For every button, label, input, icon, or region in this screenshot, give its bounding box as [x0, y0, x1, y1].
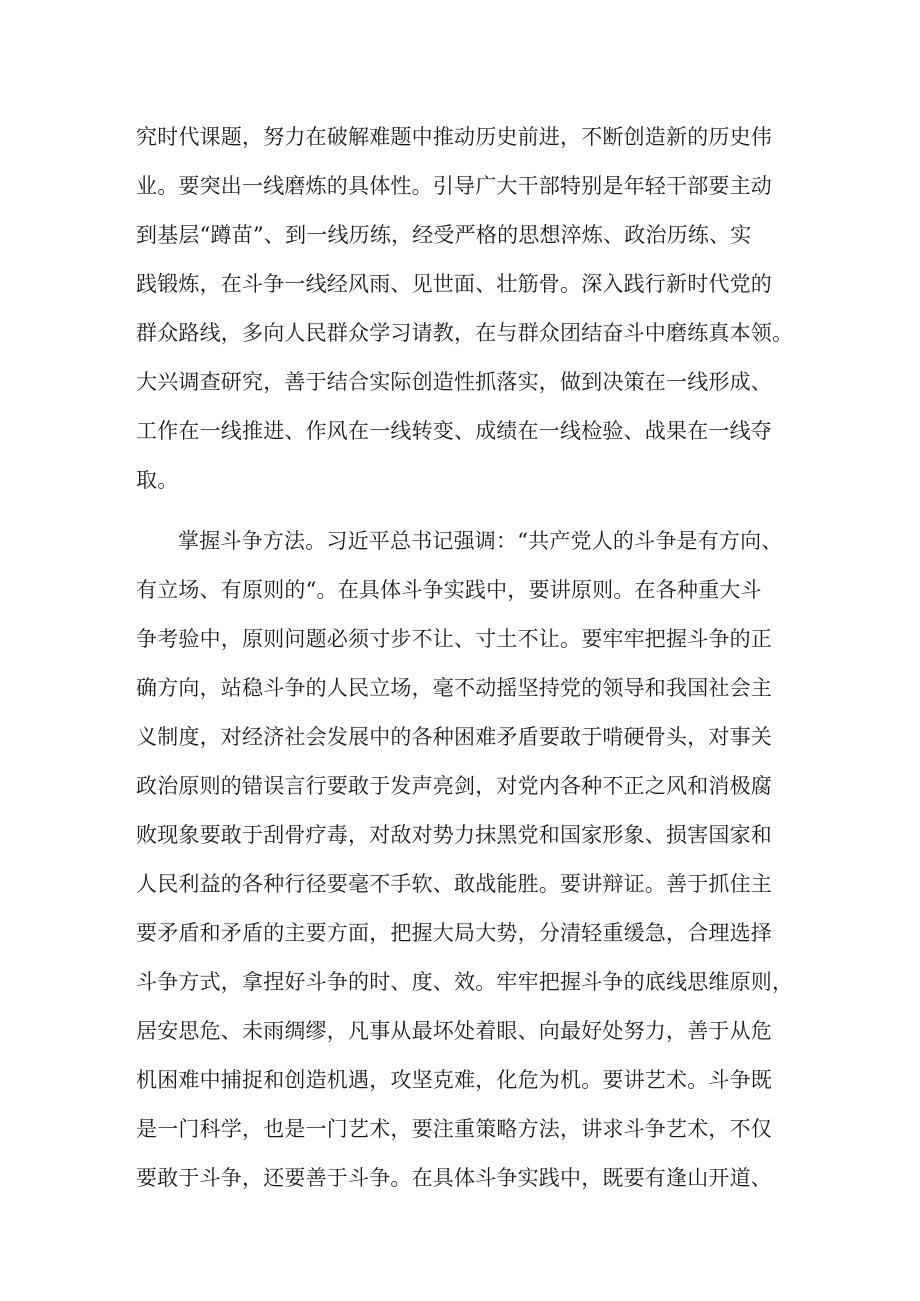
text-line: 确方向，站稳斗争的人民立场，毫不动摇坚持党的领导和我国社会主: [136, 676, 772, 700]
text-line: 政治原则的错误言行要敢于发声亮剑，对党内各种不正之风和消极腐: [136, 774, 772, 798]
text-line: 群众路线，多向人民群众学习请教，在与群众团结奋斗中磨练真本领。: [136, 321, 794, 345]
text-line: 取。: [136, 468, 179, 492]
text-line: 践锻炼，在斗争一线经风雨、见世面、壮筋骨。深入践行新时代党的: [136, 272, 772, 296]
text-line: 要敢于斗争，还要善于斗争。在具体斗争实践中，既要有逢山开道、: [136, 1166, 772, 1190]
text-line: 机困难中捕捉和创造机遇，攻坚克难，化危为机。要讲艺术。斗争既: [136, 1068, 772, 1092]
text-line: 是一门科学，也是一门艺术，要注重策略方法，讲求斗争艺术，不仅: [136, 1117, 772, 1141]
text-line: 大兴调查研究，善于结合实际创造性抓落实，做到决策在一线形成、: [136, 370, 772, 394]
text-line: 斗争方式，拿捏好斗争的时、度、效。牢牢把握斗争的底线思维原则，: [136, 970, 794, 994]
text-line: 到基层“蹲苗”、到一线历练，经受严格的思想淬炼、政治历练、实: [136, 223, 752, 247]
text-line: 人民利益的各种行径要毫不手软、敢战能胜。要讲辩证。善于抓住主: [136, 872, 772, 896]
text-line: 究时代课题，努力在破解难题中推动历史前进，不断创造新的历史伟: [136, 125, 772, 149]
text-line: 有立场、有原则的“。在具体斗争实践中，要讲原则。在各种重大斗: [136, 578, 762, 602]
text-line: 业。要突出一线磨炼的具体性。引导广大干部特别是年轻干部要主动: [136, 174, 772, 198]
text-line: 工作在一线推进、作风在一线转变、成绩在一线检验、战果在一线夺: [136, 419, 772, 443]
text-line: 争考验中，原则问题必须寸步不让、寸土不让。要牢牢把握斗争的正: [136, 627, 772, 651]
text-line: 义制度，对经济社会发展中的各种困难矛盾要敢于啃硬骨头，对事关: [136, 725, 772, 749]
text-line: 要矛盾和矛盾的主要方面，把握大局大势，分清轻重缓急，合理选择: [136, 921, 772, 945]
text-line: 掌握斗争方法。习近平总书记强调：“共产党人的斗争是有方向、: [178, 529, 783, 553]
text-line: 居安思危、未雨绸缪，凡事从最坏处着眼、向最好处努力，善于从危: [136, 1019, 772, 1043]
text-line: 败现象要敢于刮骨疗毒，对敌对势力抹黑党和国家形象、损害国家和: [136, 823, 772, 847]
